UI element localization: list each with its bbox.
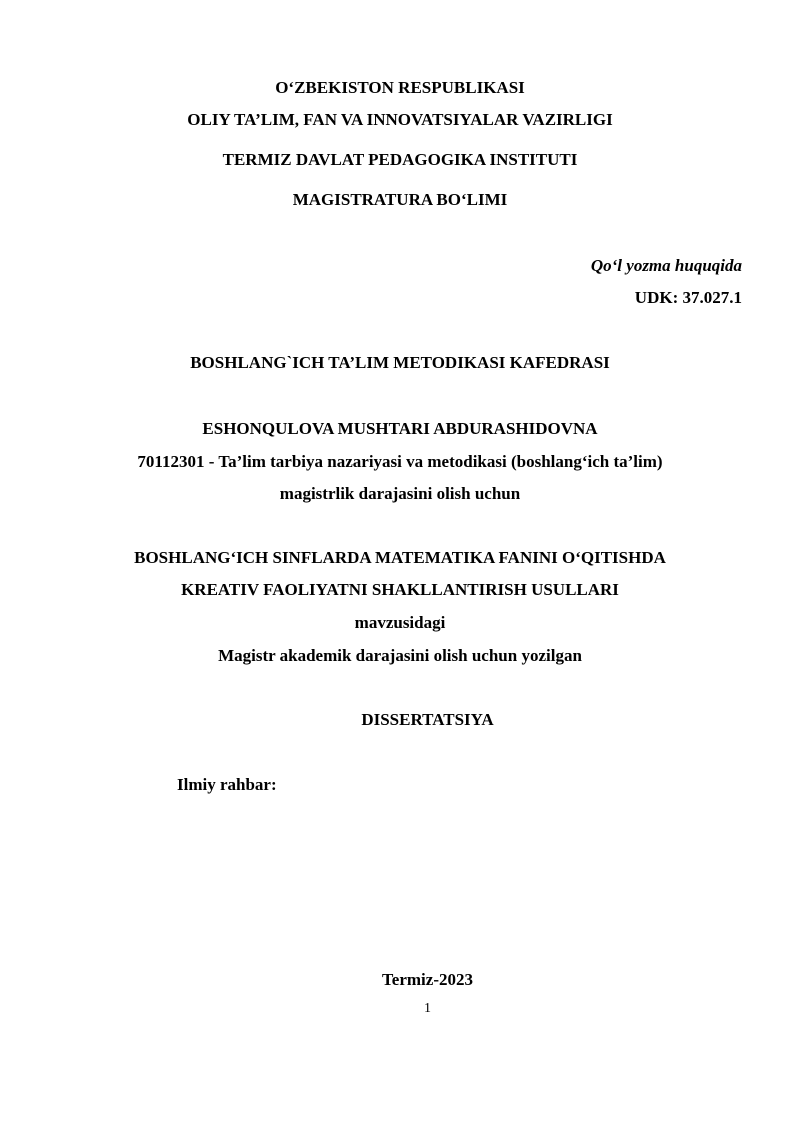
page-number: 1: [424, 1001, 431, 1016]
place-year: Termiz-2023: [382, 970, 473, 989]
udk-code: UDK: 37.027.1: [634, 288, 742, 307]
republic-heading: O‘ZBEKISTON RESPUBLIKASI: [275, 78, 525, 97]
topic-line-1: BOSHLANG‘ICH SINFLARDA MATEMATIKA FANINI O‘QITISHDA: [134, 548, 666, 567]
author-specialty: 70112301 - Ta’lim tarbiya nazariyasi va metodikasi (boshlang‘ich ta’lim): [137, 452, 663, 471]
author-degree-line: magistrlik darajasini olish uchun: [279, 484, 521, 503]
topic-purpose: Magistr akademik darajasini olish uchun yozilgan: [218, 646, 582, 665]
topic-line-2: KREATIV FAOLIYATNI SHAKLLANTIRISH USULLARI: [181, 580, 619, 599]
ministry-heading: OLIY TA’LIM, FAN VA INNOVATSIYALAR VAZIRLIGI: [187, 110, 613, 129]
supervisor-label: Ilmiy rahbar:: [177, 775, 277, 794]
author-name: ESHONQULOVA MUSHTARI ABDURASHIDOVNA: [202, 419, 598, 438]
institute-heading: TERMIZ DAVLAT PEDAGOGIKA INSTITUTI: [222, 150, 578, 169]
rights-note: Qo‘l yozma huquqida: [590, 256, 742, 275]
chair-heading: BOSHLANG`ICH TA’LIM METODIKASI KAFEDRASI: [190, 353, 610, 372]
topic-suffix: mavzusidagi: [354, 613, 446, 632]
department-heading: MAGISTRATURA BO‘LIMI: [292, 190, 508, 209]
document-type: DISSERTATSIYA: [361, 710, 494, 729]
